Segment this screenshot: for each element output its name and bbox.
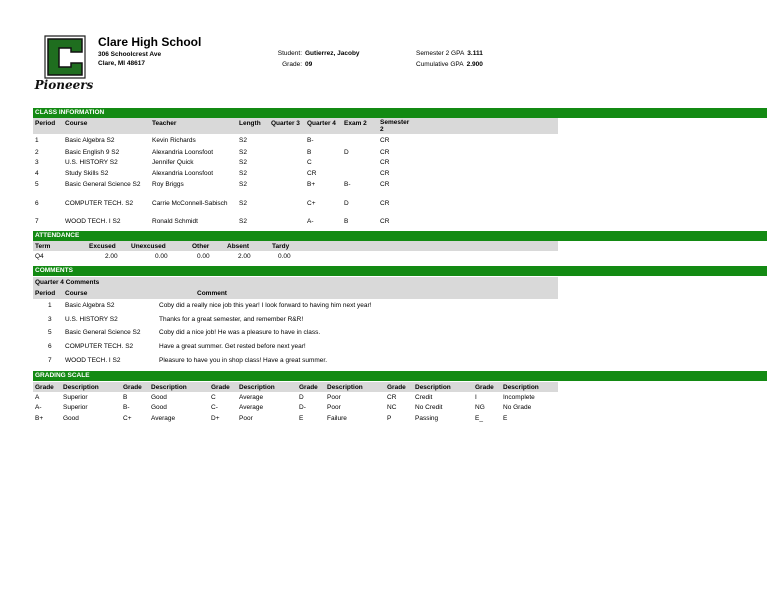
class-period: 7 [35,218,39,225]
class-course: Basic English 9 S2 [65,149,120,156]
table-row [33,149,633,159]
grade-description: Good [151,394,167,401]
grade-description: Credit [415,394,433,401]
grade-description: Superior [63,404,88,411]
table-row [33,343,633,353]
grade-description: Failure [327,415,347,422]
student-label: Student: [277,50,302,57]
grade-code: B+ [35,415,44,422]
col-description: Description [503,384,539,391]
student-name: Gutierrez, Jacoby [305,50,360,57]
col-exam2: Exam 2 [344,120,367,127]
class-period: 4 [35,170,39,177]
comments-header [33,277,558,299]
class-length: S2 [239,159,247,166]
class-q4: A- [307,218,314,225]
grade-code: NC [387,404,397,411]
col-semester: Semester 2 [380,119,410,133]
class-q4: CR [307,170,317,177]
col-q4: Quarter 4 [307,120,336,127]
grade-description: Average [151,415,176,422]
comment-course: Basic General Science S2 [65,329,141,336]
table-row [33,200,633,210]
class-info-header [33,118,558,134]
table-row [33,218,633,228]
col-grade: Grade [475,384,494,391]
col-comment-period: Period [35,290,56,297]
col-length: Length [239,120,261,127]
table-row [33,357,633,367]
grade-code: D [299,394,304,401]
grade-description: No Credit [415,404,443,411]
class-course: Study Skills S2 [65,170,109,177]
att-absent: 2.00 [238,253,251,260]
comments-title: COMMENTS [33,266,767,276]
class-course: U.S. HISTORY S2 [65,159,118,166]
comment-text: Thanks for a great semester, and remember R&R! [159,316,304,323]
grade-code: D+ [211,415,220,422]
class-length: S2 [239,181,247,188]
grade-label: Grade: [282,61,302,68]
class-period: 1 [35,137,39,144]
class-semester: CR [380,170,390,177]
address-line2: Clare, MI 48617 [98,60,145,67]
class-teacher: Alexandria Loonsfoot [152,149,214,156]
class-teacher: Kevin Richards [152,137,196,144]
col-period: Period [35,120,56,127]
grade-value: 09 [305,61,313,68]
class-course: Basic General Science S2 [65,181,141,188]
comment-course: COMPUTER TECH. S2 [65,343,134,350]
comment-course: Basic Algebra S2 [65,302,115,309]
table-row [33,394,593,404]
comment-period: 5 [48,329,52,336]
grade-code: CR [387,394,397,401]
comment-period: 1 [48,302,52,309]
class-course: COMPUTER TECH. S2 [65,200,134,207]
class-exam2: D [344,200,349,207]
grade-description: Average [239,404,264,411]
class-length: S2 [239,218,247,225]
grade-description: E [503,415,508,422]
grade-code: C- [211,404,218,411]
col-grade: Grade [123,384,142,391]
class-course: Basic Algebra S2 [65,137,115,144]
comment-period: 3 [48,316,52,323]
grade-description: Poor [327,404,341,411]
col-tardy: Tardy [272,243,290,250]
class-length: S2 [239,149,247,156]
att-unexcused: 0.00 [155,253,168,260]
grade-description: Superior [63,394,88,401]
class-semester: CR [380,149,390,156]
col-absent: Absent [227,243,250,250]
grade-code: B [123,394,128,401]
class-semester: CR [380,181,390,188]
col-grade: Grade [299,384,318,391]
col-teacher: Teacher [152,120,177,127]
table-row [33,181,633,191]
grade-description: Poor [239,415,253,422]
class-teacher: Carrie McConnell-Sabisch [152,200,228,207]
student-info [262,48,360,70]
attendance-row [33,253,633,263]
grade-code: P [387,415,392,422]
grade-code: E [299,415,304,422]
grade-code: D- [299,404,306,411]
grade-code: B- [123,404,130,411]
class-q4: B- [307,137,314,144]
class-exam2: B [344,218,349,225]
table-row [33,302,633,312]
class-teacher: Ronald Schmidt [152,218,198,225]
comment-text: Have a great summer. Get rested before next year! [159,343,306,350]
class-teacher: Jennifer Quick [152,159,194,166]
school-address [98,50,161,68]
table-row [33,159,633,169]
class-exam2: D [344,149,349,156]
class-semester: CR [380,137,390,144]
sem-gpa-label: Semester 2 GPA [416,50,465,57]
grade-code: C [211,394,216,401]
grade-description: Good [151,404,167,411]
att-tardy: 0.00 [278,253,291,260]
class-length: S2 [239,170,247,177]
att-term: Q4 [35,253,44,260]
table-row [33,329,633,339]
class-semester: CR [380,218,390,225]
grade-description: Average [239,394,264,401]
class-semester: CR [380,200,390,207]
school-name: Clare High School [98,35,202,49]
grade-description: No Grade [503,404,532,411]
cum-gpa-label: Cumulative GPA [416,61,464,68]
grade-code: A [35,394,40,401]
grade-description: Good [63,415,79,422]
class-q4: C [307,159,312,166]
grade-description: Passing [415,415,439,422]
comment-course: U.S. HISTORY S2 [65,316,118,323]
grade-description: Incomplete [503,394,535,401]
col-description: Description [327,384,363,391]
comment-text: Coby did a really nice job this year! I look forward to having him next year! [159,302,372,309]
class-exam2: B- [344,181,351,188]
table-row [33,316,633,326]
col-grade: Grade [387,384,406,391]
class-period: 5 [35,181,39,188]
comment-period: 7 [48,357,52,364]
sem-gpa-value: 3.111 [467,50,483,57]
grade-code: NG [475,404,485,411]
table-row [33,137,633,147]
col-description: Description [415,384,451,391]
class-teacher: Alexandria Loonsfoot [152,170,214,177]
col-grade: Grade [211,384,230,391]
col-comment-text: Comment [197,290,227,297]
col-excused: Excused [89,243,116,250]
col-course: Course [65,120,88,127]
grade-description: Poor [327,394,341,401]
grade-code: C+ [123,415,132,422]
grading-header [33,382,558,392]
col-description: Description [63,384,99,391]
class-course: WOOD TECH. I S2 [65,218,121,225]
class-period: 3 [35,159,39,166]
col-other: Other [192,243,210,250]
col-term: Term [35,243,51,250]
class-semester: CR [380,159,390,166]
class-teacher: Roy Briggs [152,181,184,188]
class-q4: B+ [307,181,316,188]
grading-title: GRADING SCALE [33,371,767,381]
class-period: 6 [35,200,39,207]
comments-subtitle: Quarter 4 Comments [35,279,100,286]
class-q4: B [307,149,312,156]
comment-period: 6 [48,343,52,350]
table-row [33,170,633,180]
class-info-title: CLASS INFORMATION [33,108,767,118]
gpa-info [416,48,483,70]
comment-text: Pleasure to have you in shop class! Have a great summer. [159,357,328,364]
table-row [33,404,593,414]
att-excused: 2.00 [105,253,118,260]
cum-gpa-value: 2.900 [466,61,483,68]
attendance-title: ATTENDANCE [33,231,767,241]
logo-text: Pioneers [34,78,94,92]
class-length: S2 [239,200,247,207]
col-unexcused: Unexcused [131,243,166,250]
grade-code: I [475,394,477,401]
col-grade: Grade [35,384,54,391]
att-other: 0.00 [197,253,210,260]
grade-code: E_ [475,415,483,422]
attendance-header [33,241,558,251]
col-q3: Quarter 3 [271,120,300,127]
comment-text: Coby did a nice job! He was a pleasure to have in class. [159,329,321,336]
col-description: Description [239,384,275,391]
comment-course: WOOD TECH. I S2 [65,357,121,364]
col-comment-course: Course [65,290,88,297]
class-q4: C+ [307,200,316,207]
col-description: Description [151,384,187,391]
address-line1: 306 Schoolcrest Ave [98,51,162,58]
grade-code: A- [35,404,42,411]
class-period: 2 [35,149,39,156]
table-row [33,415,593,425]
school-logo [33,34,99,92]
class-length: S2 [239,137,247,144]
